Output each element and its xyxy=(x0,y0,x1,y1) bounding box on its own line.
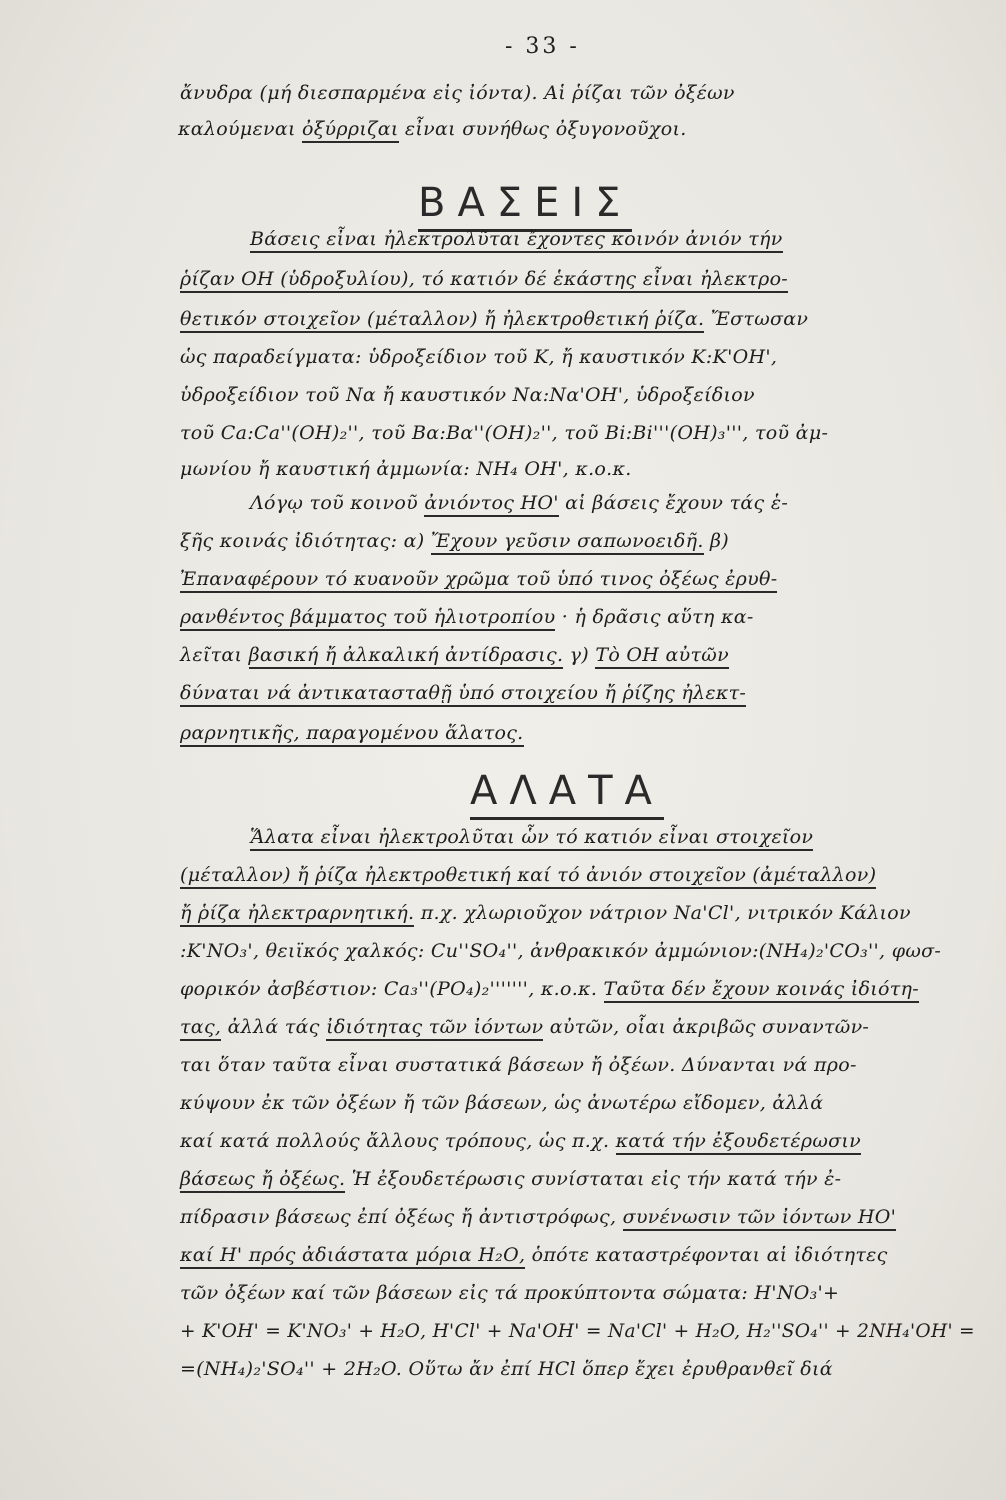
bases-line-3-u: θετικόν στοιχεῖον (μέταλλον) ἤ ἠλεκτροθετική ῥίζα. xyxy=(180,308,704,333)
salts-line-12-u: καί Η' πρός ἀδιάστατα μόρια Η₂Ο, xyxy=(180,1244,525,1269)
bases-line-5 xyxy=(180,384,755,406)
bases-line-13-u: δύναται νά ἀντικατασταθῇ ὑπό στοιχείου ἤ ῥίζης ἠλεκτ- xyxy=(180,682,746,707)
salts-line-3-post: π.χ. χλωριοῦχον νάτριον Na'Cl', νιτρικόν Κάλιον xyxy=(414,902,911,924)
bases-line-11-post: · ἡ δρᾶσις αὕτη κα- xyxy=(555,606,754,628)
bases-line-4-pre: ὡς παραδείγματα: ὑδροξείδιον τοῦ Κ, ἤ καυστικόν Κ:Κ'ΟΗ', xyxy=(180,346,778,368)
salts-line-5-pre: φορικόν ἀσβέστιον: Ca₃''(PO₄)₂''''''', κ.ο.κ. xyxy=(180,978,604,1000)
bases-line-13 xyxy=(180,682,746,704)
bases-line-14 xyxy=(180,722,524,744)
intro-line-2-post: εἶναι συνήθως ὀξυγονοῦχοι. xyxy=(398,118,687,140)
salts-line-15 xyxy=(180,1358,833,1380)
salts-line-1-u: Ἅλατα εἶναι ἠλεκτρολῦται ὧν τό κατιόν εἶναι στοιχεῖον xyxy=(250,826,813,851)
salts-line-7 xyxy=(180,1054,857,1076)
heading-salts xyxy=(470,768,664,814)
bases-line-12-post: γ) xyxy=(563,644,596,666)
salts-line-2-u: (μέταλλον) ἤ ῥίζα ἠλεκτροθετική καί τό ἀνιόν στοιχεῖον (ἀμέταλλον) xyxy=(180,864,876,889)
salts-line-14 xyxy=(180,1320,975,1342)
bases-line-14-u: ραρνητικῆς, παραγομένου ἅλατος. xyxy=(180,722,524,747)
salts-line-10-u: βάσεως ἤ ὀξέως. xyxy=(180,1168,345,1193)
salts-line-10-post: Ἡ ἐξουδετέρωσις συνίσταται εἰς τήν κατά τήν ἐ- xyxy=(345,1168,842,1190)
intro-line-2-underlined: ὀξύρριζαι xyxy=(302,118,399,143)
bases-line-8 xyxy=(250,492,788,514)
salts-line-7-pre: ται ὅταν ταῦτα εἶναι συστατικά βάσεων ἤ ὀξέων. Δύνανται νά προ- xyxy=(180,1054,857,1076)
salts-line-9-pre: καί κατά πολλούς ἄλλους τρόπους, ὡς π.χ. xyxy=(180,1130,616,1152)
salts-line-13-pre: τῶν ὀξέων καί τῶν βάσεων εἰς τά προκύπτοντα σώματα: H'NO₃'+ xyxy=(180,1282,840,1304)
bases-line-3 xyxy=(180,308,808,330)
bases-line-12-u: βασική ἤ ἀλκαλική ἀντίδρασις. xyxy=(249,644,564,669)
bases-line-1-u: Βάσεις εἶναι ἠλεκτρολῦται ἔχοντες κοινόν ἀνιόν τήν xyxy=(250,228,783,253)
bases-line-7 xyxy=(180,458,632,480)
bases-line-7-pre: μωνίου ἤ καυστική ἀμμωνία: NH₄ OH', κ.ο.κ. xyxy=(180,458,632,480)
salts-line-5 xyxy=(180,978,919,1000)
salts-line-10 xyxy=(180,1168,841,1190)
page-number: - 33 - xyxy=(505,34,580,59)
intro-line-2 xyxy=(178,118,687,140)
intro-line-1-text: ἄνυδρα (μή διεσπαρμένα εἰς ἰόντα). Αἱ ῥίζαι τῶν ὀξέων xyxy=(180,82,735,104)
bases-line-9-u: Ἔχουν γεῦσιν σαπωνοειδῆ. xyxy=(431,530,704,555)
heading-bases-text: ΒΑΣΕΙΣ xyxy=(418,180,632,232)
salts-line-2 xyxy=(180,864,876,886)
bases-line-5-pre: ὑδροξείδιον τοῦ Να ἤ καυστικόν Να:Να'ΟΗ', ὑδροξείδιον xyxy=(180,384,755,406)
salts-line-11-pre: πίδρασιν βάσεως ἐπί ὀξέως ἤ ἀντιστρόφως, xyxy=(180,1206,623,1228)
bases-line-9-pre: ξῆς κοινάς ἰδιότητας: α) xyxy=(180,530,431,552)
salts-line-13 xyxy=(180,1282,839,1304)
bases-line-12 xyxy=(180,644,729,666)
salts-line-4 xyxy=(180,940,941,962)
salts-line-5-u: Ταῦτα δέν ἔχουν κοινάς ἰδιότη- xyxy=(604,978,919,1003)
bases-line-6 xyxy=(180,422,828,444)
salts-line-14-pre: + Κ'ΟΗ' = Κ'ΝΟ₃' + Η₂Ο, H'Cl' + Na'OH' = Na'Cl' + H₂O, H₂''SO₄'' + 2NH₄'OH' = xyxy=(180,1320,975,1342)
bases-line-4 xyxy=(180,346,777,368)
salts-line-15-pre: =(NH₄)₂'SO₄'' + 2H₂O. Οὕτω ἄν ἐπί HCl ὅπερ ἔχει ἐρυθρανθεῖ διά xyxy=(180,1358,833,1380)
intro-line-2-pre: καλούμεναι xyxy=(178,118,303,140)
bases-line-8-u: ἀνιόντος ΗΟ' xyxy=(424,492,558,517)
salts-line-11 xyxy=(180,1206,896,1228)
bases-line-2 xyxy=(180,268,788,290)
salts-line-6-u2: ἰδιότητας τῶν ἰόντων xyxy=(326,1016,543,1041)
salts-line-8-pre: κύψουν ἐκ τῶν ὀξέων ἤ τῶν βάσεων, ὡς ἀνωτέρω εἴδομεν, ἀλλά xyxy=(180,1092,824,1114)
bases-line-8-pre: Λόγῳ τοῦ κοινοῦ xyxy=(250,492,425,514)
bases-line-8-post: αἱ βάσεις ἔχουν τάς ἑ- xyxy=(558,492,789,514)
bases-line-1 xyxy=(250,228,783,250)
bases-line-10-u: Ἐπαναφέρουν τό κυανοῦν χρῶμα τοῦ ὑπό τινος ὀξέως ἐρυθ- xyxy=(180,568,777,593)
salts-line-1 xyxy=(250,826,813,848)
salts-line-12-post: ὁπότε καταστρέφονται αἱ ἰδιότητες xyxy=(525,1244,888,1266)
salts-line-12 xyxy=(180,1244,888,1266)
salts-line-6-u: τας, xyxy=(180,1016,221,1041)
salts-line-6-post2: αὐτῶν, οἷαι ἀκριβῶς συναντῶν- xyxy=(543,1016,870,1038)
heading-bases xyxy=(418,180,632,226)
bases-line-11-u: ρανθέντος βάμματος τοῦ ἡλιοτροπίου xyxy=(180,606,555,631)
salts-line-6-post: ἀλλά τάς xyxy=(221,1016,327,1038)
bases-line-6-pre: τοῦ Ca:Ca''(OH)₂'', τοῦ Βα:Βα''(ΟΗ)₂'', τοῦ Bi:Bi'''(OH)₃''', τοῦ ἀμ- xyxy=(180,422,829,444)
salts-line-9-u: κατά τήν ἐξουδετέρωσιν xyxy=(616,1130,861,1155)
salts-line-6 xyxy=(180,1016,869,1038)
bases-line-2-u: ῥίζαν ΟΗ (ὑδροξυλίου), τό κατιόν δέ ἑκάστης εἶναι ἠλεκτρο- xyxy=(180,268,788,293)
bases-line-11 xyxy=(180,606,754,628)
salts-line-9 xyxy=(180,1130,861,1152)
salts-line-3 xyxy=(180,902,911,924)
bases-line-10 xyxy=(180,568,777,590)
salts-line-8 xyxy=(180,1092,823,1114)
intro-line-1 xyxy=(180,82,735,104)
bases-line-3-post: Ἔστωσαν xyxy=(704,308,809,330)
bases-line-9 xyxy=(180,530,729,552)
bases-line-12-pre: λεῖται xyxy=(180,644,249,666)
salts-line-4-pre: :Κ'ΝΟ₃', θειϊκός χαλκός: Cu''SO₄'', ἀνθρακικόν ἀμμώνιον:(ΝΗ₄)₂'CO₃'', φωσ- xyxy=(180,940,942,962)
heading-salts-text: ΑΛΑΤΑ xyxy=(470,768,664,820)
bases-line-12-tail: Τὸ ΟΗ αὐτῶν xyxy=(595,644,729,669)
bases-line-9-post: β) xyxy=(703,530,730,552)
salts-line-3-u: ἤ ῥίζα ἠλεκτραρνητική. xyxy=(180,902,414,927)
salts-line-11-u: συνένωσιν τῶν ἰόντων ΗΟ' xyxy=(623,1206,897,1231)
